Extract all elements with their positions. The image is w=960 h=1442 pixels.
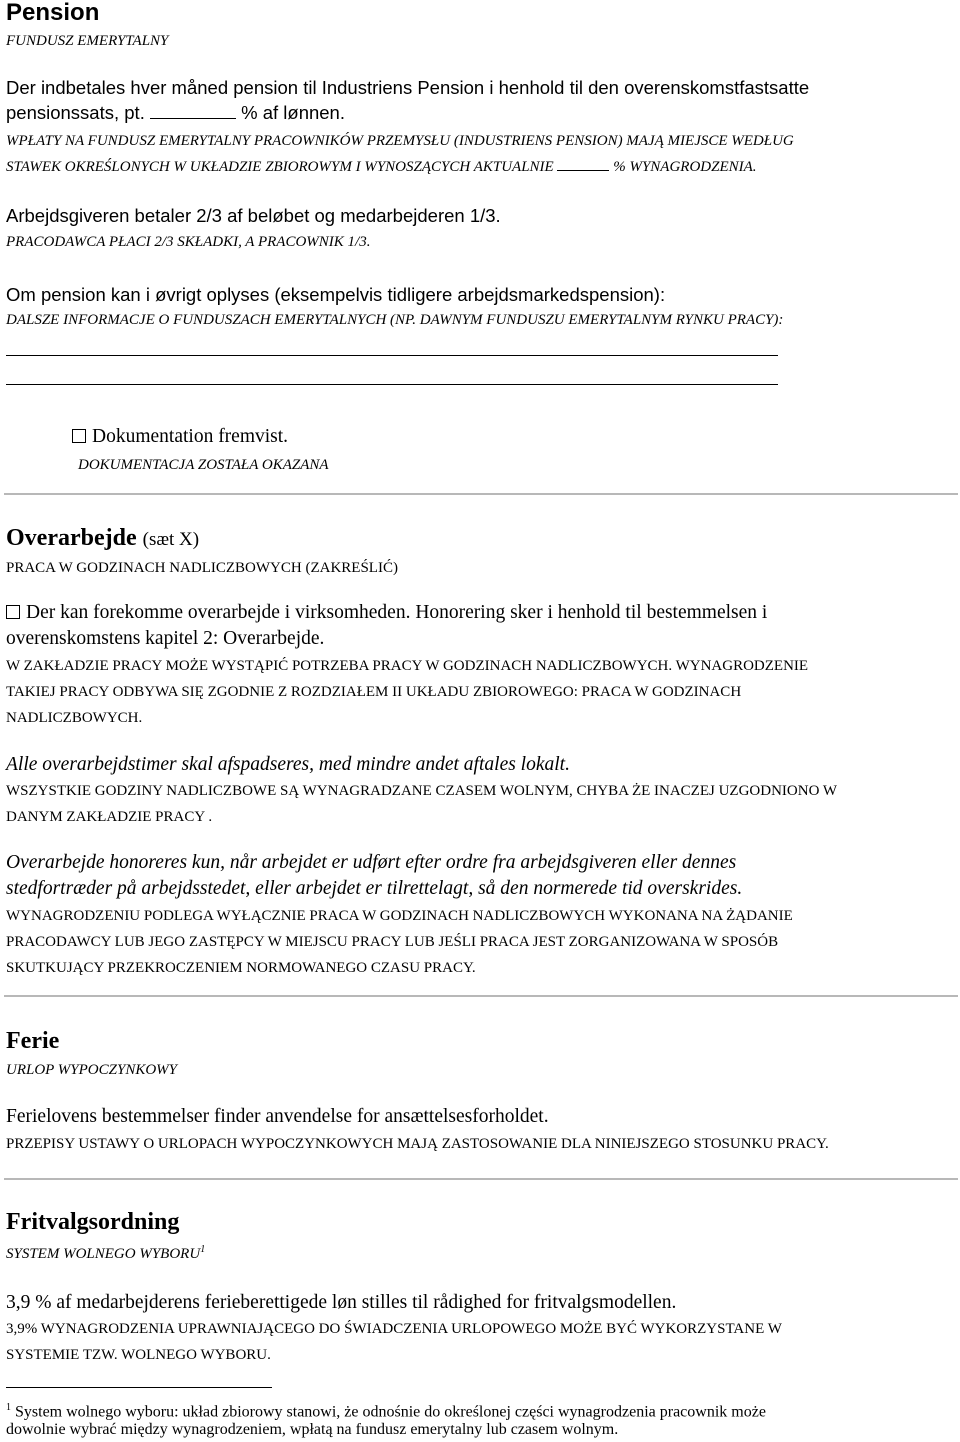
pension-rate-blank[interactable] xyxy=(150,103,236,119)
pension-para2-pl: PRACODAWCA PŁACI 2/3 SKŁADKI, A PRACOWNIK 1/3. xyxy=(6,234,371,250)
pension-info-line-1[interactable] xyxy=(6,355,778,356)
ferie-para-pl: PRZEPISY USTAWY O URLOPACH WYPOCZYNKOWYCH MAJĄ ZASTOSOWANIE DLA NINIEJSZEGO STOSUNKU PRACY. xyxy=(6,1136,829,1152)
overarbejde-checkbox[interactable] xyxy=(6,605,20,619)
pension-title: Pension xyxy=(6,0,100,26)
pension-para1-pl-line1: WPŁATY NA FUNDUSZ EMERYTALNY PRACOWNIKÓW PRZEMYSŁU (INDUSTRIENS PENSION) MAJĄ MIEJSCE WEDŁUG xyxy=(6,133,794,149)
pension-para1-line1: Der indbetales hver måned pension til Industriens Pension i henhold til den overenskomstfastsatte xyxy=(6,77,810,98)
overarbejde-subtitle: PRACA W GODZINACH NADLICZBOWYCH (ZAKREŚLIĆ) xyxy=(6,560,398,576)
overarbejde-title-row xyxy=(6,525,954,553)
ferie-title: Ferie xyxy=(6,1028,60,1054)
overarbejde-para-b-pl-2: PRACODAWCY LUB JEGO ZASTĘPCY W MIEJSCU PRACY LUB JEŚLI PRACA JEST ZORGANIZOWANA W SPOSÓB xyxy=(6,934,779,950)
overarbejde-check-pl-2: TAKIEJ PRACY ODBYWA SIĘ ZGODNIE Z ROZDZIAŁEM II UKŁADU ZBIOROWEGO: PRACA W GODZINACH xyxy=(6,684,742,700)
pension-rate-suffix: % af lønnen. xyxy=(241,102,345,123)
fritvalg-title: Fritvalgsordning xyxy=(6,1209,180,1235)
footnote-ref[interactable]: 1 xyxy=(200,1244,206,1255)
doc-checkbox-row[interactable] xyxy=(72,424,954,450)
overarbejde-para-b-2: stedfortræder på arbejdsstedet, eller arbejdet er tilrettelagt, så den normerede tid overskrides. xyxy=(6,878,743,899)
overarbejde-check-line1: Der kan forekomme overarbejde i virksomheden. Honorering sker i henhold til bestemmelsen i xyxy=(26,602,768,623)
doc-checkbox-pl: DOKUMENTACJA ZOSTAŁA OKAZANA xyxy=(78,457,329,473)
footnote-line2: dowolnie wybrać między wynagrodzeniem, wpłatą na fundusz emerytalny lub czasem wolnym. xyxy=(6,1421,619,1438)
doc-checkbox-label: Dokumentation fremvist. xyxy=(92,426,289,447)
fritvalg-subtitle-row xyxy=(6,1237,954,1267)
fritvalg-para-pl-2: SYSTEMIE TZW. WOLNEGO WYBORU. xyxy=(6,1347,271,1363)
pension-pl-rate-prefix: STAWEK OKREŚLONYCH W UKŁADZIE ZBIOROWYM I WYNOSZĄCYCH AKTUALNIE xyxy=(6,159,554,175)
pension-para1-pl-line2 xyxy=(6,154,954,180)
overarbejde-para-a-pl-1: WSZYSTKIE GODZINY NADLICZBOWE SĄ WYNAGRADZANE CZASEM WOLNYM, CHYBA ŻE INACZEJ UZGODNIONO W xyxy=(6,783,838,799)
overarbejde-para-a: Alle overarbejdstimer skal afspadseres, med mindre andet aftales lokalt. xyxy=(6,754,570,775)
pension-rate-prefix: pensionssats, pt. xyxy=(6,102,145,123)
overarbejde-para-a-pl-2: DANYM ZAKŁADZIE PRACY . xyxy=(6,809,213,825)
fritvalg-para: 3,9 % af medarbejderens ferieberettigede løn stilles til rådighed for fritvalgsmodellen. xyxy=(6,1292,677,1313)
pension-subtitle: FUNDUSZ EMERYTALNY xyxy=(6,33,169,49)
pension-para1-line2 xyxy=(6,100,954,125)
section-divider xyxy=(4,1178,958,1180)
doc-checkbox[interactable] xyxy=(72,429,86,443)
pension-pl-rate-suffix: % WYNAGRODZENIA. xyxy=(613,159,757,175)
overarbejde-check-pl-3: NADLICZBOWYCH. xyxy=(6,710,143,726)
ferie-subtitle: URLOP WYPOCZYNKOWY xyxy=(6,1062,178,1078)
pension-pl-rate-blank[interactable] xyxy=(557,155,609,171)
pension-para3: Om pension kan i øvrigt oplyses (eksempelvis tidligere arbejdsmarkedspension): xyxy=(6,284,666,305)
pension-para2: Arbejdsgiveren betaler 2/3 af beløbet og medarbejderen 1/3. xyxy=(6,205,501,226)
section-divider xyxy=(4,995,958,997)
pension-info-line-2[interactable] xyxy=(6,384,778,385)
ferie-para: Ferielovens bestemmelser finder anvendelse for ansættelsesforholdet. xyxy=(6,1106,549,1127)
overarbejde-para-b-1: Overarbejde honoreres kun, når arbejdet er udført efter ordre fra arbejdsgiveren eller dennes xyxy=(6,852,737,873)
overarbejde-para-b-pl-1: WYNAGRODZENIU PODLEGA WYŁĄCZNIE PRACA W GODZINACH NADLICZBOWYCH WYKONANA NA ŻĄDANIE xyxy=(6,908,793,924)
overarbejde-check-pl-1: W ZAKŁADZIE PRACY MOŻE WYSTĄPIĆ POTRZEBA PRACY W GODZINACH NADLICZBOWYCH. WYNAGRODZENIE xyxy=(6,658,809,674)
fritvalg-para-pl-1: 3,9% WYNAGRODZENIA UPRAWNIAJĄCEGO DO ŚWIADCZENIA URLOPOWEGO MOŻE BYĆ WYKORZYSTANE W xyxy=(6,1321,782,1337)
overarbejde-title-note: (sæt X) xyxy=(142,529,200,550)
overarbejde-checkbox-row[interactable] xyxy=(6,600,954,626)
overarbejde-check-line2: overenskomstens kapitel 2: Overarbejde. xyxy=(6,628,325,649)
footnote-text-1: System wolnego wyboru: układ zbiorowy stanowi, że odnośnie do określonej części wynagrodzenia pracownik może xyxy=(15,1403,766,1421)
overarbejde-title: Overarbejde xyxy=(6,525,137,551)
section-divider xyxy=(4,493,958,495)
overarbejde-para-b-pl-3: SKUTKUJĄCY PRZEKROCZENIEM NORMOWANEGO CZASU PRACY. xyxy=(6,960,476,976)
footnote-marker: 1 xyxy=(6,1402,11,1413)
footnote-separator xyxy=(6,1387,272,1388)
pension-para3-pl: DALSZE INFORMACJE O FUNDUSZACH EMERYTALNYCH (NP. DAWNYM FUNDUSZU EMERYTALNYM RYNKU PRACY): xyxy=(6,312,784,328)
fritvalg-subtitle: SYSTEM WOLNEGO WYBORU xyxy=(6,1246,201,1262)
